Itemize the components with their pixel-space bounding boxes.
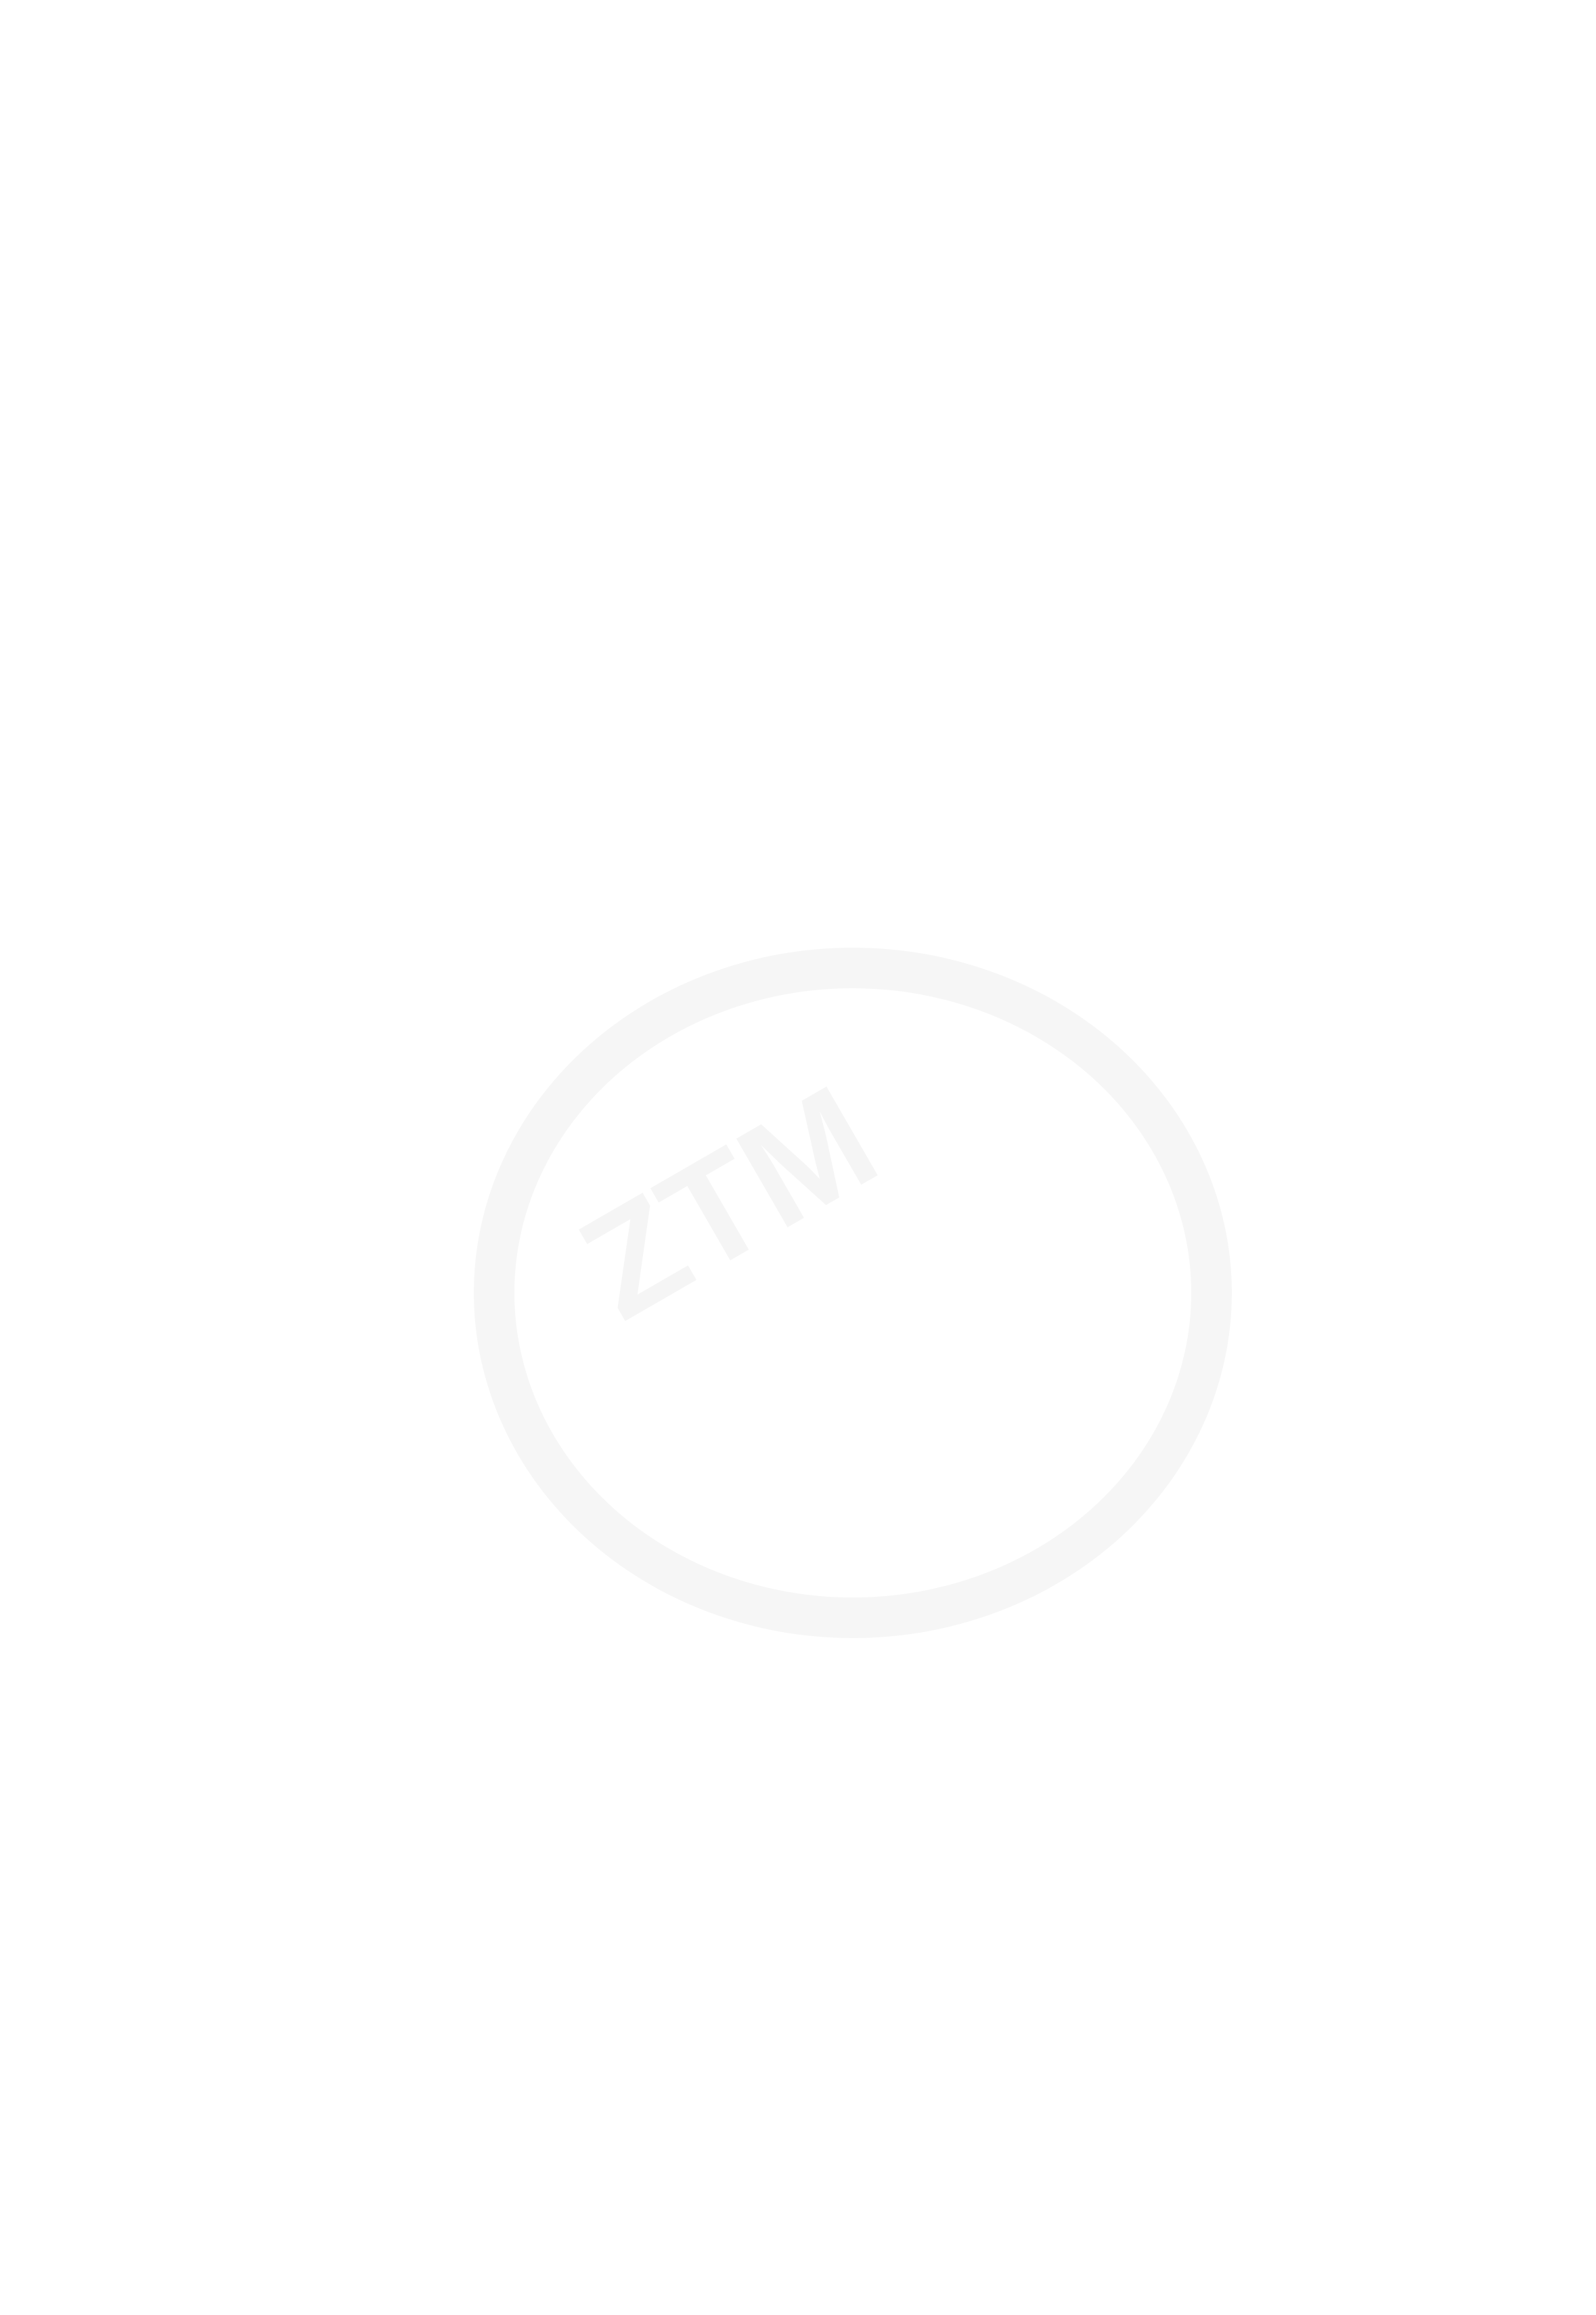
bottom-depots [102,1178,1482,2200]
